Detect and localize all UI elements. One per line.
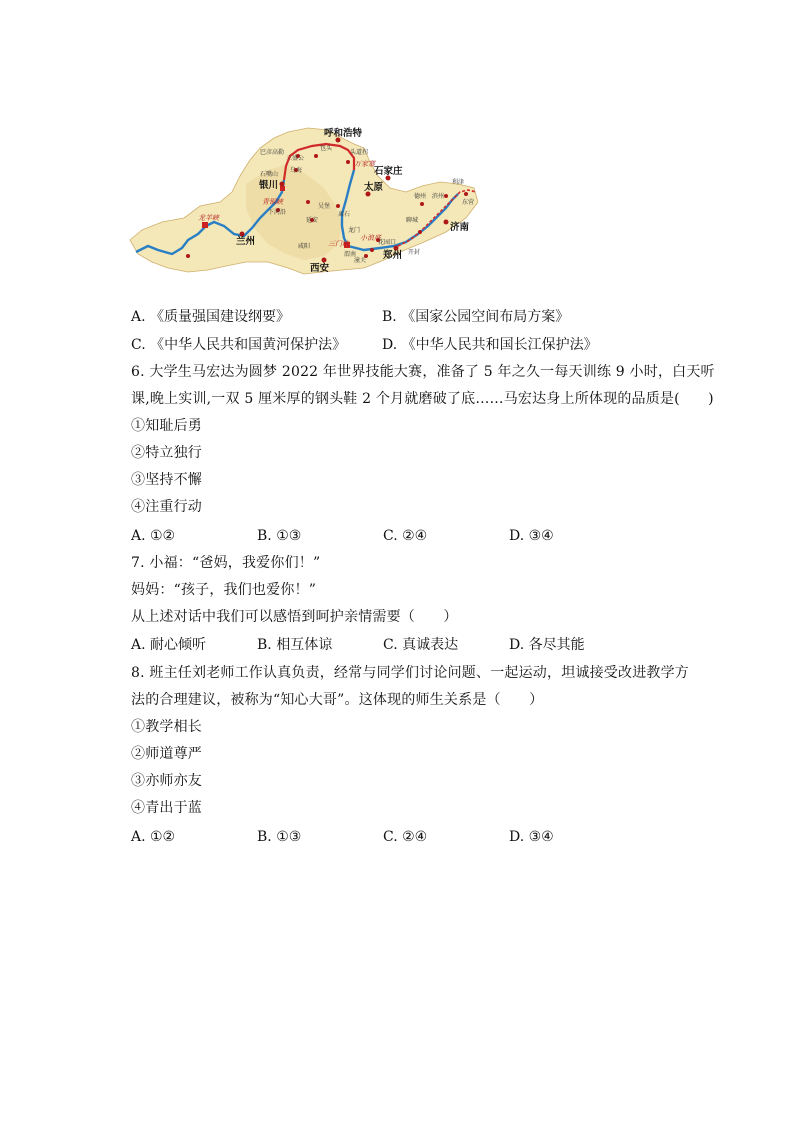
q6-item-1: ①知耻后勇 [131, 418, 202, 434]
q7-option-a: A. 耐心倾听 [131, 637, 207, 653]
map-label-minor: 万家寨 [354, 160, 375, 168]
map-label-minor: 潼关 [354, 257, 367, 264]
map-label-minor: 花园口 [378, 239, 397, 246]
q5-option-d: D. 《中华人民共和国长江保护法》 [382, 337, 598, 353]
map-label-lanzhou: 兰州 [236, 236, 256, 247]
q8-item-4: ④青出于蓝 [131, 800, 202, 816]
q7-line2: 妈妈：“孩子，我们也爱你！” [131, 582, 317, 598]
map-label-jinan: 济南 [450, 222, 470, 233]
q6-option-d: D. ③④ [509, 528, 554, 544]
map-label-minor: 咸阳 [298, 243, 311, 250]
q6-item-2: ②特立独行 [131, 445, 202, 461]
map-label-minor: 离石 [338, 211, 351, 218]
map-label-minor: 青铜峡 [262, 198, 283, 206]
q8-stem-line2: 法的合理建议，被称为“知心大哥”。这体现的师生关系是（ ） [131, 692, 544, 708]
q7-line3: 从上述对话中我们可以感悟到呵护亲情需要（ ） [131, 609, 458, 625]
map-label-minor: 巴彦高勒 [260, 149, 285, 156]
map-label-shijiazhuang: 石家庄 [374, 166, 403, 177]
q8-option-a: A. ①② [131, 829, 176, 845]
map-label-minor: 滨州 [432, 193, 445, 200]
q7-option-c: C. 真诚表达 [383, 637, 459, 653]
map-label-minor: 渭南 [344, 251, 357, 258]
q8-item-3: ③亦师亦友 [131, 773, 202, 789]
map-label-minor: 龙羊峡 [198, 214, 219, 222]
q5-option-b: B. 《国家公园空间布局方案》 [382, 309, 570, 325]
map-label-minor: 包头 [320, 145, 333, 152]
map-label-minor: 延安 [306, 217, 319, 224]
q8-option-d: D. ③④ [509, 829, 554, 845]
map-label-zhengzhou: 郑州 [383, 250, 403, 261]
q7-option-b: B. 相互体谅 [257, 637, 333, 653]
q6-option-a: A. ①② [131, 528, 176, 544]
q8-option-c: C. ②④ [383, 829, 428, 845]
yellow-river-map [128, 122, 480, 278]
map-label-minor: 小浪底 [360, 234, 381, 242]
q8-stem-line1: 8. 班主任刘老师工作认真负责，经常与同学们讨论问题、一起运动，坦诚接受改进教学方 [131, 665, 690, 681]
map-label-taiyuan: 太原 [364, 182, 384, 193]
q6-option-b: B. ①③ [257, 528, 302, 544]
map-label-minor: 三盛公 [286, 155, 305, 162]
q5-option-a: A. 《质量强国建设纲要》 [131, 309, 291, 325]
map-label-minor: 乌海 [290, 167, 303, 174]
q8-item-1: ①教学相长 [131, 719, 202, 735]
q8-item-2: ②师道尊严 [131, 746, 202, 762]
q6-stem-line2: 课,晚上实训,一双 5 厘米厚的钢头鞋 2 个月就磨破了底……马宏达身上所体现的品质是( ) [131, 391, 714, 407]
map-label-minor: 开封 [408, 249, 421, 256]
map-label-hohhot: 呼和浩特 [324, 128, 363, 139]
q5-option-c: C. 《中华人民共和国黄河保护法》 [131, 337, 347, 353]
map-label-minor: 吴堡 [318, 203, 331, 210]
map-label-minor: 龙门 [348, 227, 361, 234]
map-label-minor: 石嘴山 [260, 171, 279, 178]
map-label-minor: 下河沿 [268, 209, 287, 216]
q7-line1: 7. 小福：“爸妈，我爱你们！” [131, 555, 321, 571]
map-label-minor: 头道拐 [350, 149, 369, 156]
map-label-minor: 东营 [462, 199, 475, 206]
map-label-minor: 聊城 [406, 217, 419, 224]
map-label-minor: 三门峡 [328, 240, 349, 248]
map-label-minor: 利津 [452, 179, 465, 186]
q6-item-3: ③坚持不懈 [131, 472, 202, 488]
q6-option-c: C. ②④ [383, 528, 428, 544]
map-label-minor: 德州 [414, 193, 427, 200]
q6-item-4: ④注重行动 [131, 499, 202, 515]
q8-option-b: B. ①③ [257, 829, 302, 845]
q7-option-d: D. 各尽其能 [509, 637, 585, 653]
q6-stem-line1: 6. 大学生马宏达为圆梦 2022 年世界技能大赛，准备了 5 年之久一每天训练 9 小时，白天听 [131, 364, 715, 380]
map-label-yinchuan: 银川 [259, 180, 279, 191]
map-label-xian: 西安 [310, 263, 330, 274]
